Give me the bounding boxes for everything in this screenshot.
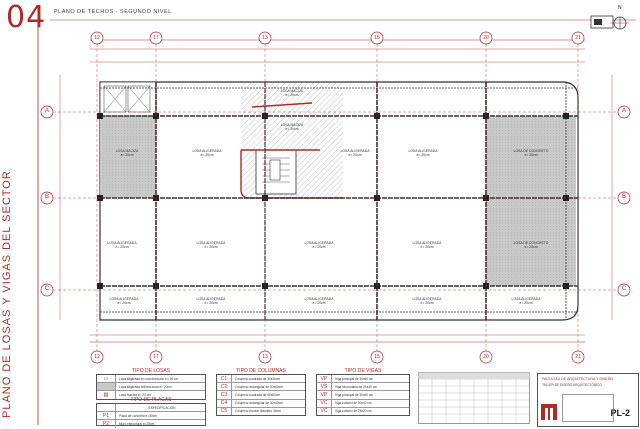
slab-label: LOSA ALIGERADA e= 20cm bbox=[196, 241, 226, 249]
legend-header: ESPECIFICACIÓN bbox=[148, 405, 176, 410]
slab-label: LOSA ALIGERADA e= 20cm bbox=[408, 149, 438, 157]
slab-label: LOSA ALIGERADA e= 20cm bbox=[192, 149, 222, 157]
legend-code: VP bbox=[317, 391, 332, 398]
faculty-name: FACULTAD DE ARQUITECTURA Y DISEÑO bbox=[542, 377, 614, 381]
north-label: N bbox=[618, 5, 622, 11]
info-box bbox=[562, 394, 614, 422]
legend-vigas-title: TIPO DE VIGAS bbox=[344, 368, 382, 374]
schedule-table bbox=[418, 372, 530, 424]
grey-swatch-icon bbox=[97, 383, 116, 390]
legend-code: C3 bbox=[217, 391, 232, 398]
slab-label: LOSA MACIZA e= 20cm bbox=[280, 123, 304, 131]
axis-col-label: 21 bbox=[575, 354, 581, 360]
legend-row: Viga principal de 30x50 cm bbox=[335, 392, 374, 397]
legend-row: Viga collarín de 30x40 cm bbox=[335, 401, 372, 406]
slab-label: LOSA ALIGERADA e= 20cm bbox=[196, 297, 226, 305]
legend-code: P1 bbox=[97, 412, 116, 419]
legend-code: C4 bbox=[217, 400, 232, 407]
axis-col-label: 20 bbox=[483, 354, 489, 360]
axis-col-label: 12 bbox=[94, 35, 100, 41]
legend-code: VC bbox=[317, 400, 332, 407]
slab-label: LOSA ALIGERADA e= 20cm bbox=[304, 297, 334, 305]
legend-row: Columna cuadrada de 30x30cm bbox=[235, 376, 281, 381]
axis-col-label: 21 bbox=[575, 35, 581, 41]
axis-row-label: B bbox=[621, 194, 626, 200]
legend-row: Viga collarín de 25x20 cm bbox=[335, 409, 372, 414]
legend-row: Losa aligerada en una dirección e= 20 cm bbox=[119, 376, 179, 381]
legend-placas-title: TIPO DE PLACAS bbox=[130, 397, 172, 403]
axis-col-label: 12 bbox=[94, 354, 100, 360]
axis-col-label: 15 bbox=[374, 35, 380, 41]
plan-code: PL-2 bbox=[610, 408, 630, 418]
legend-row: Muro estructural e=25cm bbox=[119, 421, 155, 426]
hatch-swatch-icon: ▭ bbox=[97, 375, 116, 382]
sheet-subtitle: PLANO DE TECHOS - SEGUNDO NIVEL bbox=[54, 9, 172, 15]
legend-row: Columna rectangular de 30x40cm bbox=[235, 401, 283, 406]
legend-row: Losa maciza e= 20 cm bbox=[119, 392, 151, 397]
title-block bbox=[537, 373, 639, 427]
axis-row-label: C bbox=[44, 286, 50, 292]
legend-code: VC bbox=[317, 408, 332, 415]
legend-code: C5 bbox=[217, 408, 232, 415]
slab-label: LOSA MACIZA e= 20cm bbox=[280, 89, 304, 97]
axis-row-label: B bbox=[44, 194, 49, 200]
legend-columnas bbox=[216, 368, 306, 416]
legend-vigas bbox=[316, 368, 410, 416]
axis-col-label: 17 bbox=[153, 35, 159, 41]
legend-row: Viga principal de 30x60 cm bbox=[335, 376, 374, 381]
slab-label: LOSA ALIGERADA e= 20cm bbox=[340, 149, 370, 157]
legend-losas bbox=[96, 368, 206, 400]
axis-col-label: 13 bbox=[262, 354, 268, 360]
legend-code: VS bbox=[317, 383, 332, 390]
slab-label: LOSA ALIGERADA e= 20cm bbox=[107, 241, 137, 249]
slab-label: LOSA MACIZA e= 20cm bbox=[115, 149, 139, 157]
legend-row: Placa de concreto e=30cm bbox=[119, 413, 157, 418]
axis-col-label: 17 bbox=[153, 354, 159, 360]
legend-row: Columna cuadrada de 60x60cm bbox=[235, 392, 281, 397]
legend-code: C2 bbox=[217, 383, 232, 390]
side-title: PLANO DE LOSAS Y VIGAS DEL SECTOR bbox=[1, 170, 13, 418]
legend-row: Viga secundaria de 25x40 cm bbox=[335, 384, 377, 389]
axis-col-label: 13 bbox=[262, 35, 268, 41]
axis-row-label: A bbox=[44, 108, 49, 114]
slab-label: LOSA DE CONCRETO e= 20cm bbox=[513, 149, 549, 157]
legend-placas bbox=[96, 397, 206, 426]
slab-label: LOSA ALIGERADA e= 20cm bbox=[109, 297, 139, 305]
slab-label: LOSA ALIGERADA e= 20cm bbox=[511, 297, 541, 305]
slab-label: LOSA ALIGERADA e= 20cm bbox=[304, 241, 334, 249]
legend-row: Losa aligerada bidireccional e= 20cm bbox=[119, 384, 172, 389]
axis-col-label: 20 bbox=[483, 35, 489, 41]
axis-row-label: C bbox=[621, 286, 627, 292]
maciza-swatch-icon: ▨ bbox=[97, 391, 116, 398]
legend-code: VP bbox=[317, 375, 332, 382]
legend-columnas-title: TIPO DE COLUMNAS bbox=[236, 368, 286, 374]
legend-losas-title: TIPO DE LOSAS bbox=[131, 368, 171, 374]
course-name: TALLER DE DISEÑO ARQUITECTÓNICO bbox=[542, 383, 602, 387]
legend-code: C1 bbox=[217, 375, 232, 382]
slab-label: LOSA ALIGERADA e= 20cm bbox=[412, 241, 442, 249]
university-logo-icon bbox=[540, 400, 558, 422]
sheet-number: 04 bbox=[6, 0, 47, 35]
slab-label: LOSA ALIGERADA e= 20cm bbox=[412, 297, 442, 305]
slab-label: LOSA DE CONCRETO e= 20cm bbox=[513, 241, 549, 249]
axis-col-label: 15 bbox=[374, 354, 380, 360]
axis-row-label: A bbox=[621, 108, 626, 114]
legend-code: P2 bbox=[97, 420, 116, 427]
legend-row: Columna rectangular de 30x60cm bbox=[235, 384, 283, 389]
legend-row: Columna circular diámetro 30cm bbox=[235, 409, 281, 414]
